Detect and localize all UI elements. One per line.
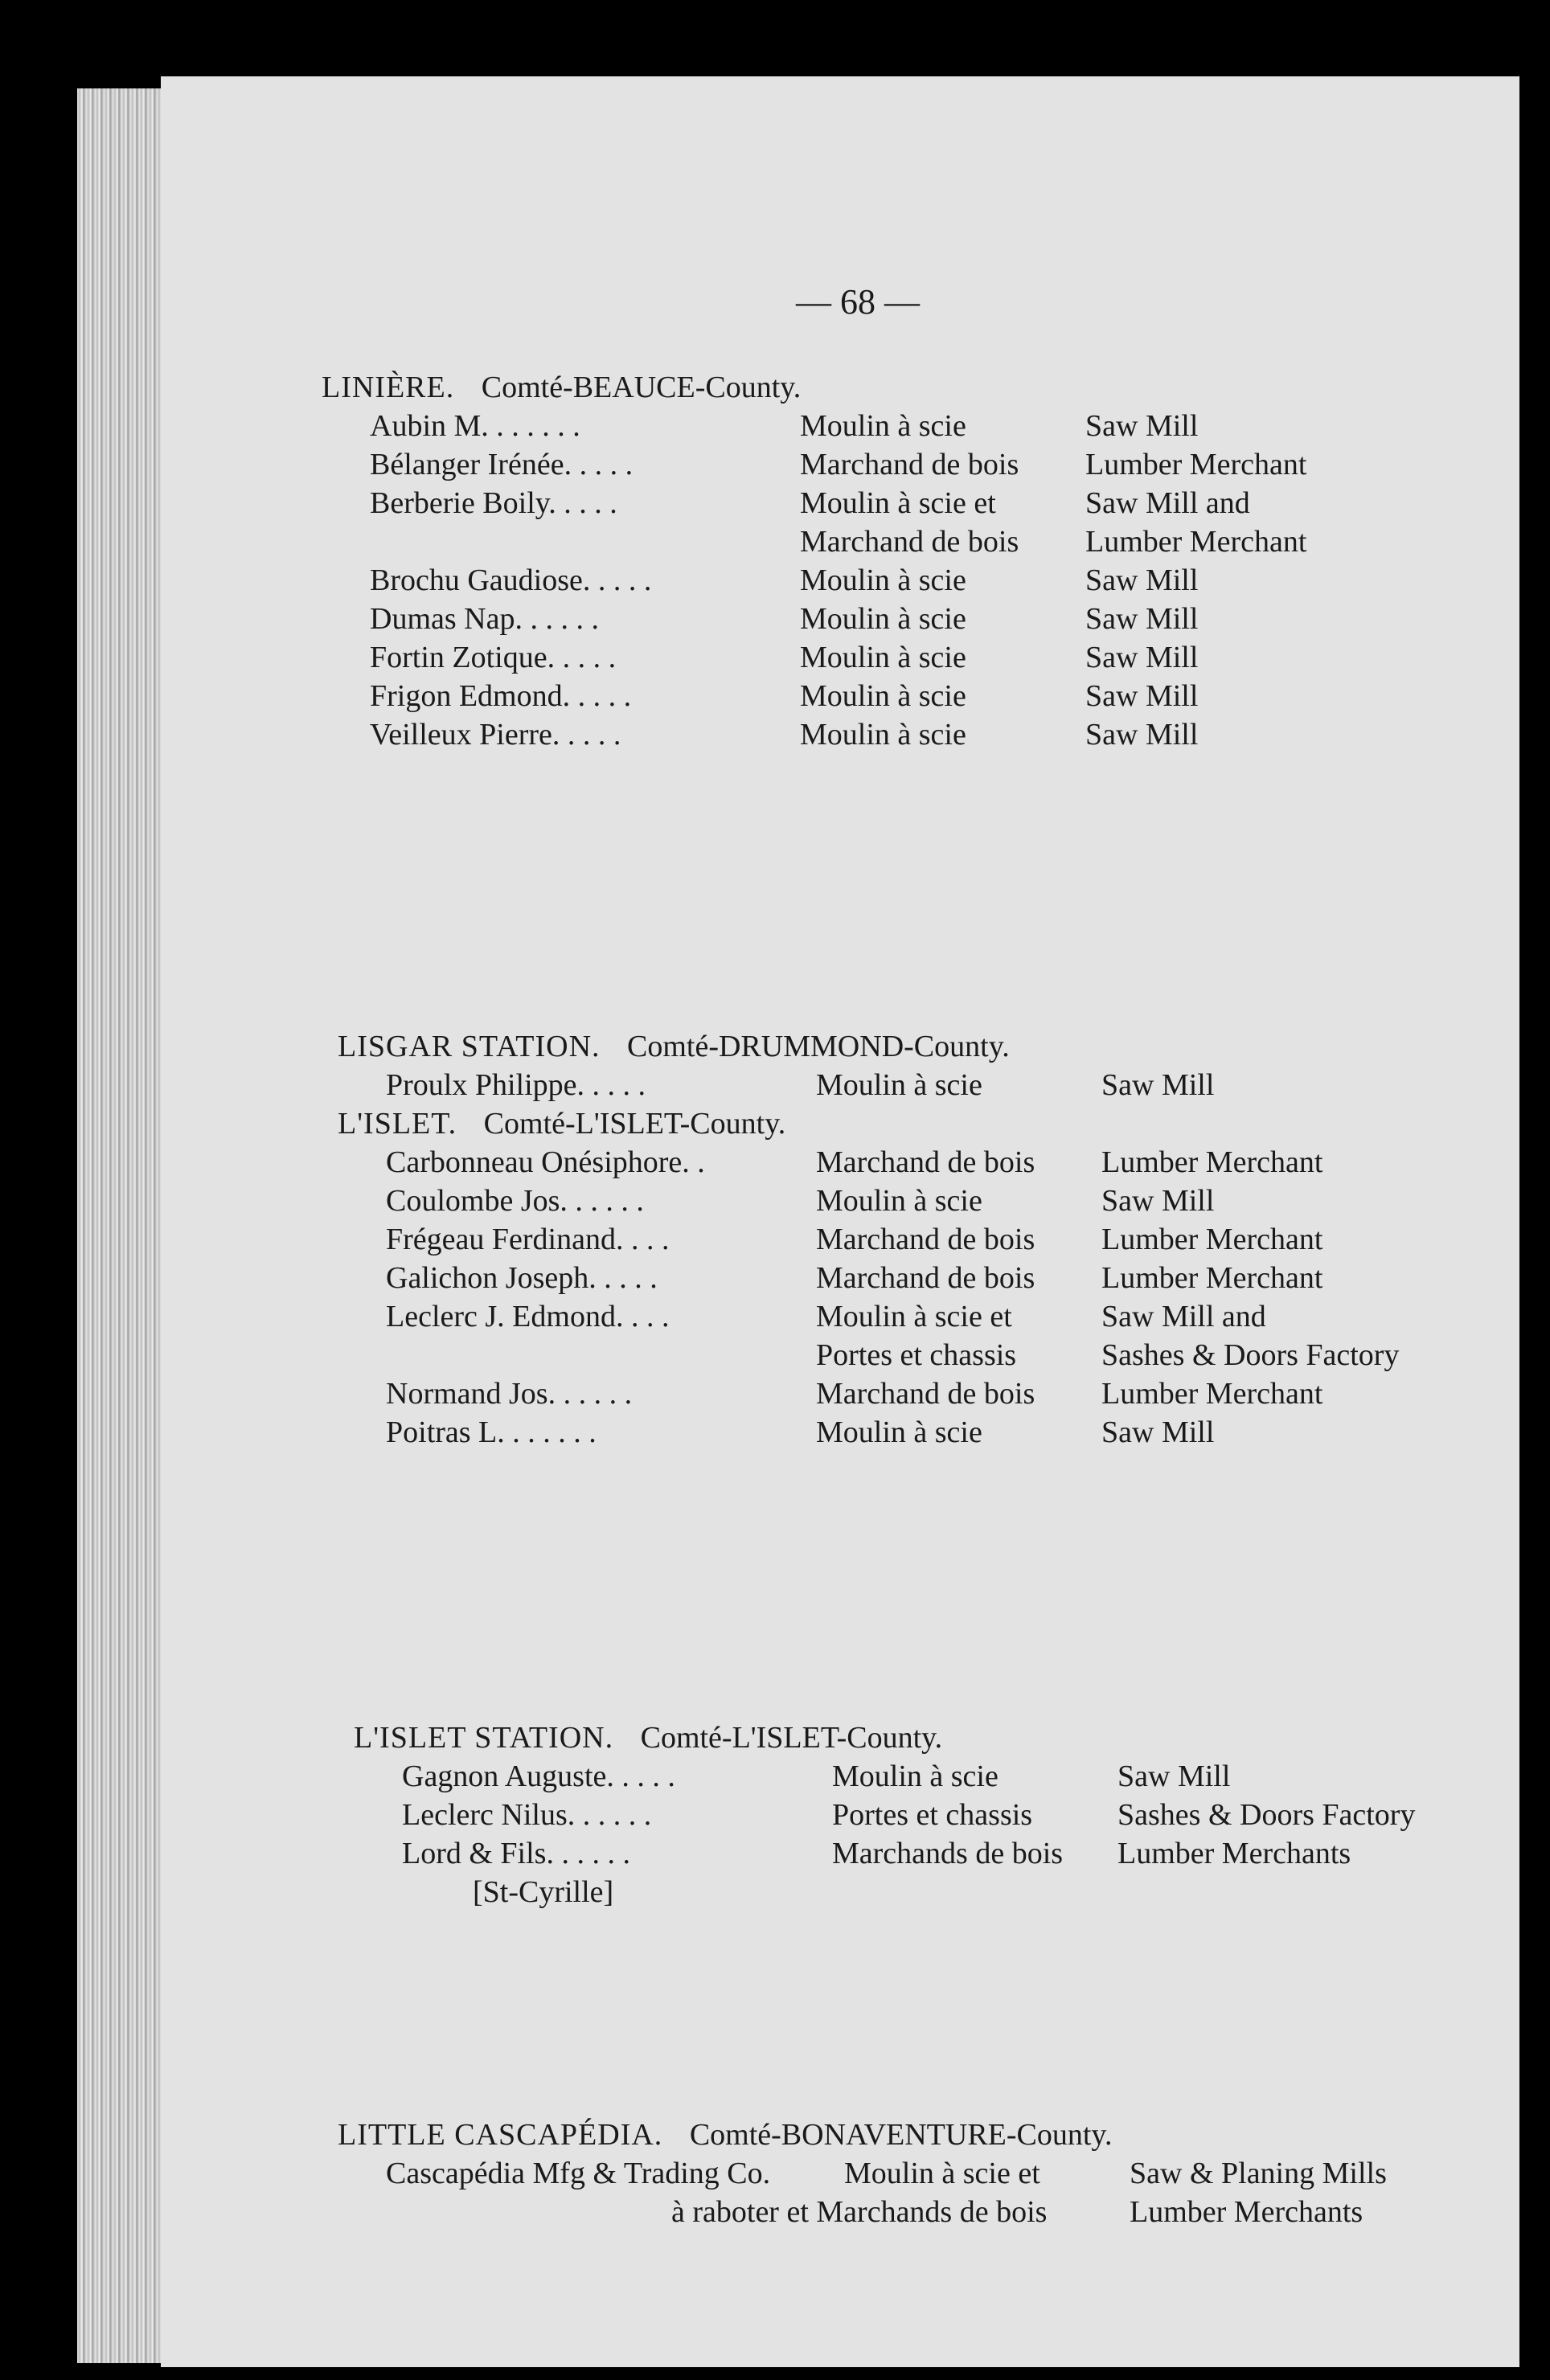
- list-item: [370, 484, 1250, 522]
- list-item: [402, 1873, 942, 1911]
- entry-french: Moulin à scie: [816, 1415, 982, 1449]
- entry-french: Moulin à scie: [816, 1184, 982, 1218]
- list-item: [386, 1297, 1266, 1336]
- place-name: LISGAR STATION.: [338, 1030, 601, 1063]
- list-item: [370, 638, 1199, 677]
- list-item: [386, 1220, 1323, 1259]
- section-heading: [354, 1718, 942, 1757]
- entry-english: Lumber Merchant: [1101, 1377, 1323, 1411]
- entry-name: Carbonneau Onésiphore. .: [386, 1145, 705, 1179]
- entry-name: Aubin M. . . . . . .: [370, 409, 580, 443]
- entry-english: Saw Mill: [1085, 409, 1199, 443]
- entry-name: Dumas Nap. . . . . .: [370, 602, 599, 636]
- entry-english: Saw & Planing Mills: [1130, 2157, 1387, 2190]
- county-name: Comté-L'ISLET-County.: [640, 1721, 943, 1755]
- entry-french: Moulin à scie et: [844, 2157, 1040, 2190]
- entry-name: Bélanger Irénée. . . . .: [370, 448, 634, 481]
- entry-english: Saw Mill: [1085, 641, 1199, 674]
- entry-name: Lord & Fils. . . . . .: [402, 1837, 630, 1870]
- entry-name: Coulombe Jos. . . . . .: [386, 1184, 644, 1218]
- entry-english: Lumber Merchant: [1101, 1145, 1323, 1179]
- entry-english: Saw Mill: [1085, 602, 1199, 636]
- entry-english: Sashes & Doors Factory: [1117, 1798, 1416, 1832]
- section-liniere: [322, 368, 1307, 754]
- section-little-cascapedia: [338, 2116, 1387, 2231]
- list-item: [386, 1143, 1323, 1182]
- entry-english: Lumber Merchant: [1101, 1223, 1323, 1256]
- list-item: [402, 1757, 1231, 1796]
- entry-french: Moulin à scie: [832, 1759, 998, 1793]
- entry-french: Moulin à scie: [800, 718, 966, 752]
- list-item: [386, 2154, 1387, 2193]
- list-item: [370, 600, 1199, 638]
- county-name: Comté-L'ISLET-County.: [483, 1107, 786, 1141]
- entry-french: Marchand de bois: [816, 1261, 1035, 1295]
- list-item: [386, 1066, 1215, 1104]
- county-name: Comté-BEAUCE-County.: [481, 371, 802, 404]
- section-heading: [322, 368, 801, 407]
- entry-english: Saw Mill: [1101, 1415, 1215, 1449]
- entry-french: Moulin à scie: [800, 409, 966, 443]
- list-item: [402, 1834, 1351, 1873]
- entry-name: Gagnon Auguste. . . . .: [402, 1759, 675, 1793]
- county-name: Comté-DRUMMOND-County.: [627, 1030, 1010, 1063]
- entry-english: Saw Mill: [1085, 563, 1199, 597]
- place-name: LINIÈRE.: [322, 371, 455, 404]
- list-item: [386, 1374, 1323, 1413]
- entry-french: Marchand de bois: [816, 1377, 1035, 1411]
- place-name: LITTLE CASCAPÉDIA.: [338, 2118, 663, 2152]
- entry-french: Marchand de bois: [816, 1145, 1035, 1179]
- entry-french: Moulin à scie: [800, 563, 966, 597]
- page-number: — 68 —: [796, 282, 920, 322]
- entry-french: Moulin à scie: [816, 1068, 982, 1102]
- entry-english: Saw Mill: [1101, 1068, 1215, 1102]
- entry-french: à raboter et Marchands de bois: [671, 2195, 1048, 2229]
- entry-english: Lumber Merchants: [1130, 2195, 1363, 2229]
- section-heading: [338, 1027, 1010, 1066]
- entry-english: Saw Mill: [1085, 718, 1199, 752]
- entry-english: Lumber Merchants: [1117, 1837, 1351, 1870]
- list-item: [386, 2193, 1363, 2231]
- entry-name: Veilleux Pierre. . . . .: [370, 718, 621, 752]
- entry-english: Lumber Merchant: [1085, 525, 1307, 559]
- entry-english: Sashes & Doors Factory: [1101, 1338, 1400, 1372]
- list-item: [370, 445, 1307, 484]
- entry-english: Lumber Merchant: [1085, 448, 1307, 481]
- entry-french: Marchand de bois: [816, 1223, 1035, 1256]
- entry-name: Proulx Philippe. . . . .: [386, 1068, 646, 1102]
- place-name: L'ISLET.: [338, 1107, 457, 1141]
- list-item: [386, 1182, 1215, 1220]
- entry-name: Fortin Zotique. . . . .: [370, 641, 617, 674]
- entry-name: Berberie Boily. . . . .: [370, 486, 617, 520]
- entry-french: Moulin à scie et: [800, 486, 996, 520]
- entry-english: Saw Mill: [1085, 679, 1199, 713]
- place-name: L'ISLET STATION.: [354, 1721, 614, 1755]
- entry-name: [St-Cyrille]: [473, 1875, 614, 1909]
- entry-french: Portes et chassis: [816, 1338, 1017, 1372]
- entry-french: Moulin à scie: [800, 679, 966, 713]
- list-item: [386, 1413, 1215, 1452]
- entry-french: Marchand de bois: [800, 448, 1019, 481]
- entry-name: Frigon Edmond. . . . .: [370, 679, 632, 713]
- entry-name: Frégeau Ferdinand. . . .: [386, 1223, 670, 1256]
- entry-name: Poitras L. . . . . . .: [386, 1415, 597, 1449]
- section-heading: [338, 2116, 1112, 2154]
- section-lisgar-station: [338, 1027, 1215, 1104]
- list-item: [370, 522, 1307, 561]
- county-name: Comté-BONAVENTURE-County.: [689, 2118, 1113, 2152]
- list-item: [386, 1259, 1323, 1297]
- list-item: [370, 715, 1199, 754]
- section-heading: [338, 1104, 785, 1143]
- entry-english: Saw Mill and: [1101, 1300, 1266, 1333]
- entry-name: Galichon Joseph. . . . .: [386, 1261, 658, 1295]
- entry-french: Moulin à scie: [800, 602, 966, 636]
- entry-french: Marchand de bois: [800, 525, 1019, 559]
- list-item: [370, 561, 1199, 600]
- entry-name: Leclerc Nilus. . . . . .: [402, 1798, 652, 1832]
- entry-english: Lumber Merchant: [1101, 1261, 1323, 1295]
- list-item: [402, 1796, 1416, 1834]
- section-lislet: [338, 1104, 1400, 1452]
- section-lislet-station: [354, 1718, 1416, 1911]
- entry-french: Moulin à scie: [800, 641, 966, 674]
- entry-name: Brochu Gaudiose. . . . .: [370, 563, 652, 597]
- list-item: [370, 677, 1199, 715]
- entry-name: Normand Jos. . . . . .: [386, 1377, 633, 1411]
- entry-french: Marchands de bois: [832, 1837, 1064, 1870]
- list-item: [386, 1336, 1400, 1374]
- entry-name: Cascapédia Mfg & Trading Co.: [386, 2157, 771, 2190]
- list-item: [370, 407, 1199, 445]
- entry-french: Portes et chassis: [832, 1798, 1033, 1832]
- entry-french: Moulin à scie et: [816, 1300, 1012, 1333]
- entry-english: Saw Mill: [1117, 1759, 1231, 1793]
- entry-english: Saw Mill: [1101, 1184, 1215, 1218]
- entry-english: Saw Mill and: [1085, 486, 1250, 520]
- entry-name: Leclerc J. Edmond. . . .: [386, 1300, 670, 1333]
